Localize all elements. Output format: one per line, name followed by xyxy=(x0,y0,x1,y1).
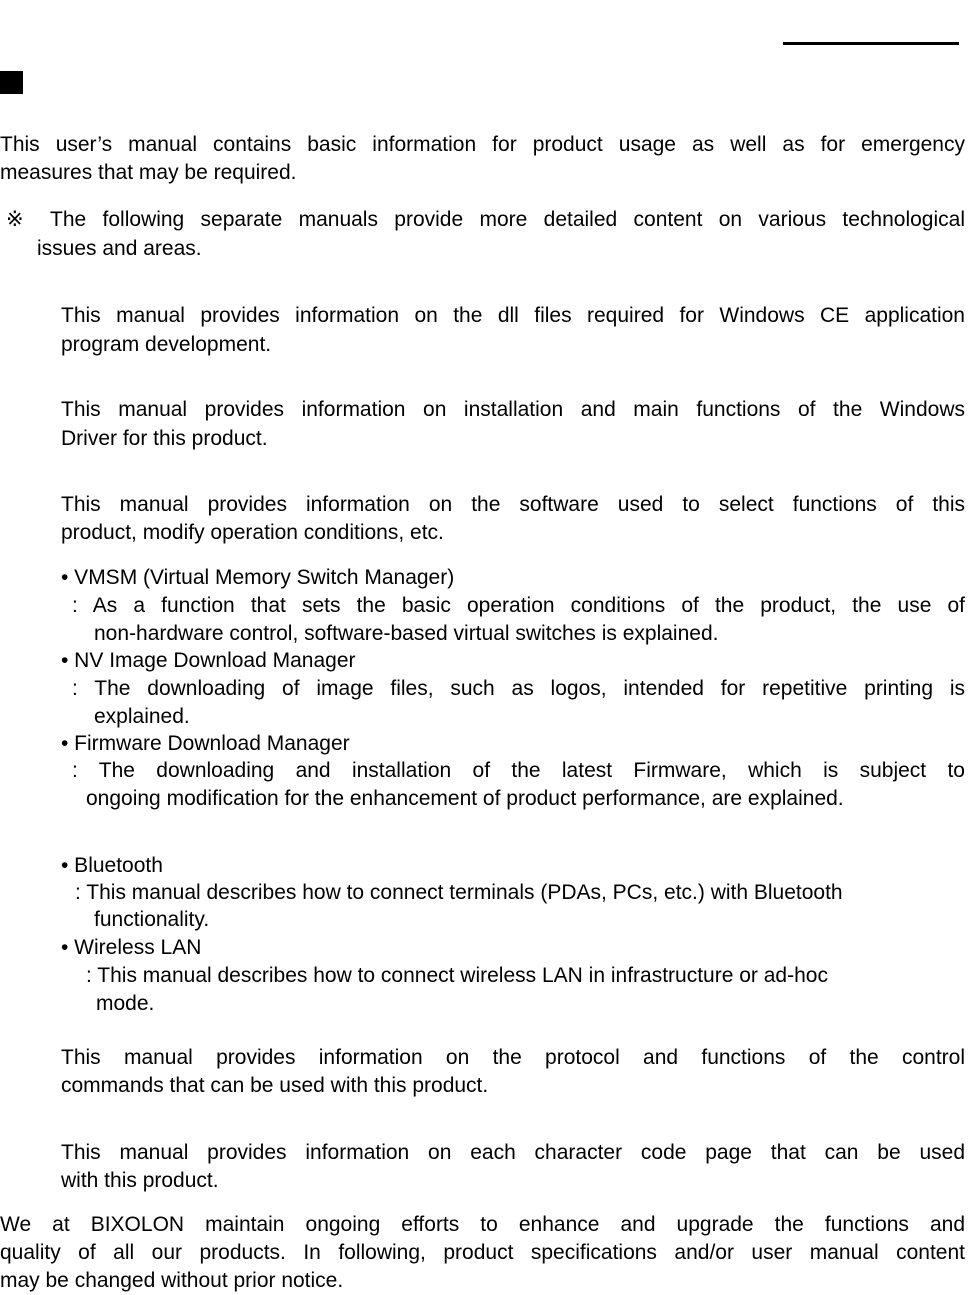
codepages-desc-line-2: with this product. xyxy=(61,1169,219,1192)
commands-desc-line-1: This manual provides information on the protocol and functions of the control xyxy=(61,1046,965,1069)
utility-item-vmsm-desc-2: non-hardware control, software-based virtual switches is explained. xyxy=(94,622,719,645)
closing-line-2: quality of all our products. In following, product specifications and/or user manual content xyxy=(0,1241,965,1264)
connection-item-wlan-title: • Wireless LAN xyxy=(61,936,202,959)
note-line-2: issues and areas. xyxy=(37,237,202,260)
utility-item-firmware-desc-2: ongoing modification for the enhancement of product performance, are explained. xyxy=(86,787,844,810)
commands-desc-line-2: commands that can be used with this product. xyxy=(61,1074,489,1097)
utility-item-firmware-desc-1: : The downloading and installation of the latest Firmware, which is subject to xyxy=(72,759,965,782)
driver-desc-line-1: This manual provides information on installation and main functions of the Windows xyxy=(61,398,965,421)
utility-item-firmware-title: • Firmware Download Manager xyxy=(61,732,350,755)
utility-item-nv-image-desc-1: : The downloading of image files, such as logos, intended for repetitive printing is xyxy=(72,677,965,700)
sdk-desc-line-1: This manual provides information on the dll files required for Windows CE application xyxy=(61,304,965,327)
connection-item-bluetooth-title: • Bluetooth xyxy=(61,854,163,877)
header-rule xyxy=(783,42,959,45)
note-line-1: ※ The following separate manuals provide more detailed content on various technological xyxy=(6,208,965,231)
utility-item-nv-image-desc-2: explained. xyxy=(94,705,190,728)
connection-item-wlan-desc-2: mode. xyxy=(96,992,155,1015)
utility-item-nv-image-title: • NV Image Download Manager xyxy=(61,649,356,672)
intro-line-2: measures that may be required. xyxy=(0,161,297,184)
section-square-icon xyxy=(0,71,23,94)
connection-item-bluetooth-desc-2: functionality. xyxy=(94,908,210,931)
connection-item-wlan-desc-1: : This manual describes how to connect wireless LAN in infrastructure or ad-hoc xyxy=(86,964,828,987)
connection-item-bluetooth-desc-1: : This manual describes how to connect terminals (PDAs, PCs, etc.) with Bluetooth xyxy=(75,881,843,904)
closing-line-1: We at BIXOLON maintain ongoing efforts to enhance and upgrade the functions and xyxy=(0,1213,965,1236)
utility-desc-line-1: This manual provides information on the software used to select functions of this xyxy=(61,493,965,516)
driver-desc-line-2: Driver for this product. xyxy=(61,427,268,450)
sdk-desc-line-2: program development. xyxy=(61,333,272,356)
utility-desc-line-2: product, modify operation conditions, etc. xyxy=(61,521,444,544)
codepages-desc-line-1: This manual provides information on each character code page that can be used xyxy=(61,1141,965,1164)
closing-line-3: may be changed without prior notice. xyxy=(0,1269,344,1292)
utility-item-vmsm-title: • VMSM (Virtual Memory Switch Manager) xyxy=(61,566,455,589)
utility-item-vmsm-desc-1: : As a function that sets the basic operation conditions of the product, the use of xyxy=(72,594,965,617)
intro-line-1: This user’s manual contains basic information for product usage as well as for emergency xyxy=(0,133,965,156)
